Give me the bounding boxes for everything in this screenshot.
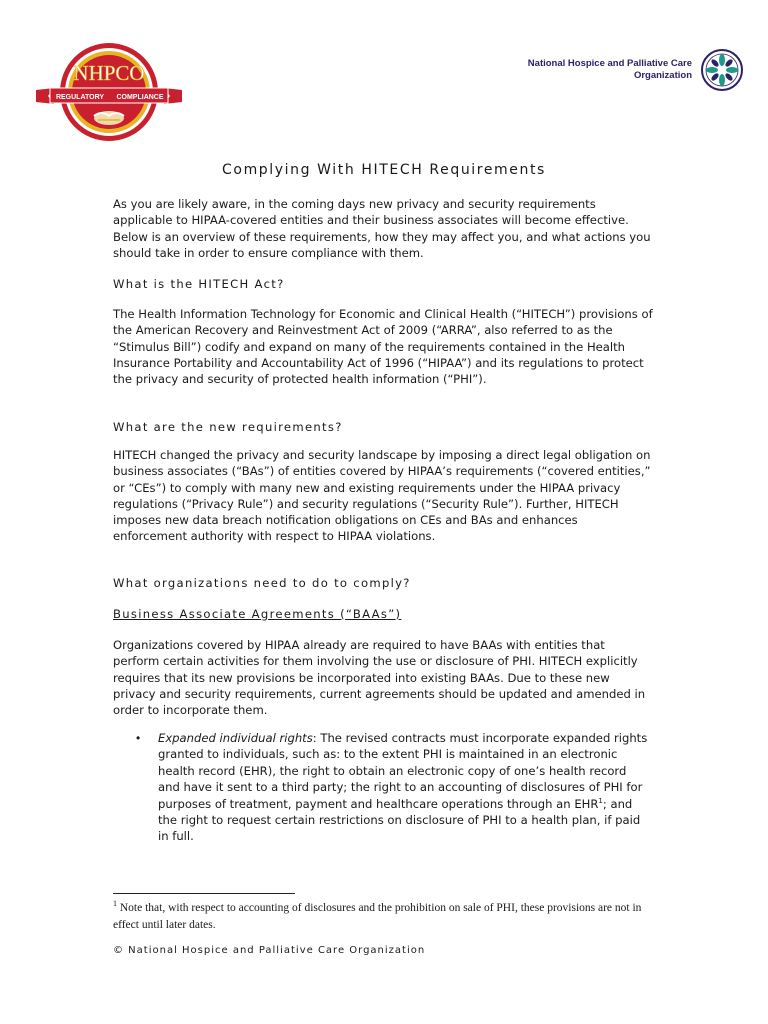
heading-what-is-hitech: What is the HITECH Act? xyxy=(113,277,285,291)
paragraph-baas: Organizations covered by HIPAA already are required to have BAAs with entities that perform certain activities for them involving the use or disclosure of PHI. HITECH explicitly requires that its new provisions be incorporated into existing BAAs. Due to these new privacy and security requirements, current agreements should be updated and amended in order to incorporate them. xyxy=(113,638,646,718)
footnote-text: Note that, with respect to accounting of disclosures and the prohibition on sale of PHI, these provisions are not in effect until later dates. xyxy=(113,902,642,931)
organization-name-line2: Organization xyxy=(633,70,692,81)
paragraph-hitech-definition: The Health Information Technology for Economic and Clinical Health (“HITECH”) provisions of the American Recovery and Reinvestment Act of 2009 (“ARRA”, also referred to as the “Stimulus Bill”) codify and expand on many of the requirements contained in the Health Insurance Portability and Accountability Act of 1996 (“HIPAA”) and its regulations to protect the privacy and security of protected health information (“PHI”). xyxy=(113,307,653,387)
paragraph-new-requirements: HITECH changed the privacy and security landscape by imposing a direct legal obligation on business associates (“BAs”) of entities covered by HIPAA’s requirements (“covered entities,” or “CEs”) to comply with many new and existing requirements under the HIPAA privacy regulations (“Privacy Rule”) and security regulations (“Security Rule”). Further, HITECH imposes new data breach notification obligations on CEs and BAs and enhances enforcement authority with respect to HIPAA violations. xyxy=(113,448,651,544)
footnote-number: 1 xyxy=(113,899,117,909)
footnote-divider xyxy=(113,893,295,894)
bullet-body-b: ; and the right to request certain restrictions on disclosure of PHI to a health plan, if paid in full. xyxy=(158,796,641,844)
heading-new-requirements: What are the new requirements? xyxy=(113,420,343,434)
footnote-reference[interactable]: 1 xyxy=(598,796,603,805)
organization-header xyxy=(528,48,744,92)
document-title: Complying With HITECH Requirements xyxy=(222,162,546,178)
logo-banner-left-text: REGULATORY xyxy=(55,94,105,101)
logo-wordmark: NHPCO xyxy=(73,61,145,85)
handshake-icon xyxy=(94,111,124,125)
copyright-notice: © National Hospice and Palliative Care Organization xyxy=(113,945,426,956)
bullet-text xyxy=(158,730,648,845)
bullet-lead-term: Expanded individual rights xyxy=(158,731,313,745)
logo-banner-right-text: COMPLIANCE xyxy=(116,94,164,101)
bullet-marker: • xyxy=(136,731,141,745)
intro-paragraph: As you are likely aware, in the coming days new privacy and security requirements applicable to HIPAA-covered entities and their business associates will become effective. Below is an overview of these requirements, how they may affect you, and what actions you should take in order to ensure compliance with them. xyxy=(113,197,651,260)
nhpco-emblem-icon xyxy=(700,48,744,92)
bullet-item-expanded-rights xyxy=(136,730,656,845)
nhpco-regulatory-compliance-logo xyxy=(34,40,184,144)
footnote xyxy=(113,900,653,934)
heading-how-to-comply: What organizations need to do to comply? xyxy=(113,576,411,590)
bullet-body-a: : The revised contracts must incorporate expanded rights granted to individuals, such as: to the extent PHI is maintained in an electronic health record (EHR), the right to obtain an electronic copy of one’s health record and have it sent to a third party; the right to an accounting of disclosures of PHI for purposes of treatment, payment and healthcare operations through an EHR xyxy=(158,731,648,811)
organization-name-line1: National Hospice and Palliative Care xyxy=(527,58,692,69)
organization-name xyxy=(528,58,692,82)
heading-business-associate-agreements: Business Associate Agreements (“BAAs”) xyxy=(113,607,402,621)
